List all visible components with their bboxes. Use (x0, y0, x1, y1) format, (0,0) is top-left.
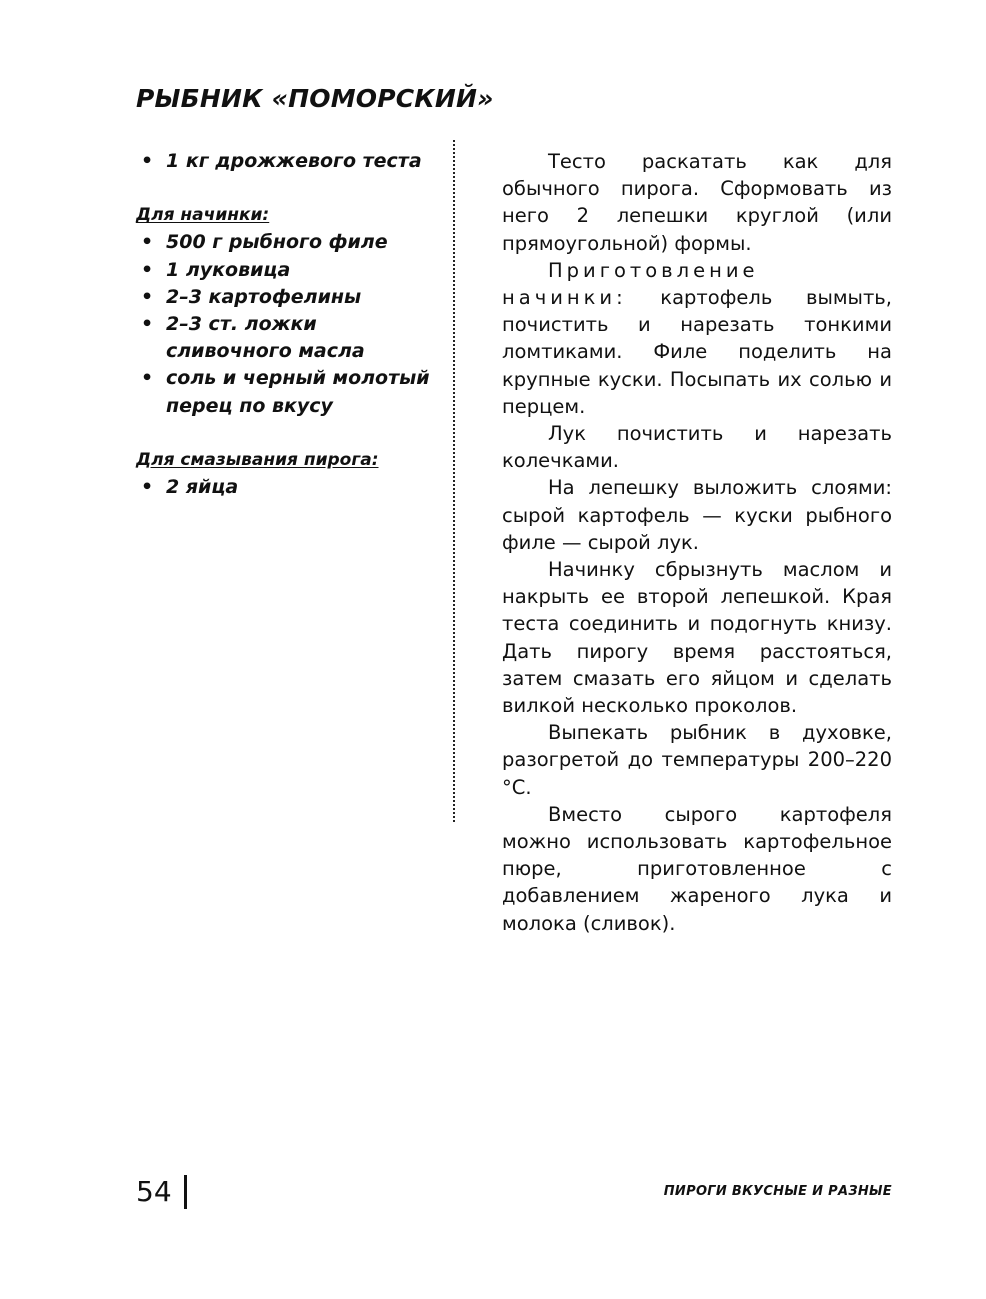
instruction-paragraph: Лук почистить и нарезать колечками. (502, 422, 892, 473)
ingredient-item: • соль и черный молотый перец по вкусу (141, 367, 430, 417)
instruction-paragraph: Тесто раскатать как для обычного пирога. Сформовать из него 2 лепешки круглой (или прямоугольной) формы. (502, 150, 892, 255)
bullet-icon: • (141, 313, 154, 336)
instruction-paragraph: Приготовление начинки: картофель вымыть, почистить и нарезать тонкими ломтиками. Филе поделить на крупные куски. Посыпать их солью и перцем. (502, 258, 892, 418)
instructions-column (502, 148, 892, 937)
instruction-paragraph: На лепешку выложить слоями: сырой картофель — куски рыбного филе — сырой лук. (502, 476, 892, 554)
page-number: 54 (136, 1175, 172, 1208)
ingredient-list-base (136, 148, 436, 175)
page-number-bar (184, 1175, 187, 1209)
ingredient-list-glaze (136, 474, 436, 501)
ingredients-column (136, 148, 436, 501)
ingredient-item: • 1 луковица (136, 257, 436, 284)
instruction-lead: Приготовление начинки: (502, 258, 759, 310)
bullet-icon: • (141, 476, 154, 499)
bullet-icon: • (141, 367, 154, 390)
ingredient-item: • 2–3 ст. ложки сливочного масла (141, 313, 365, 363)
bullet-icon: • (141, 231, 154, 254)
filling-heading: Для начинки: (136, 205, 270, 226)
ingredient-item: • 2 яйца (136, 474, 436, 501)
glaze-heading: Для смазывания пирога: (136, 449, 379, 470)
instruction-paragraph: Начинку сбрызнуть маслом и накрыть ее второй лепешкой. Края теста соединить и подогнуть книзу. Дать пирогу время расстояться, затем смазать его яйцом и сделать вилкой несколько проколов. (502, 558, 892, 718)
page-number-block (136, 1172, 187, 1212)
bullet-icon: • (141, 258, 154, 281)
ingredient-item: • 500 г рыбного филе (136, 229, 436, 256)
ingredient-list-filling (136, 229, 436, 419)
instruction-paragraph: Выпекать рыбник в духовке, разогретой до температуры 200–220 °С. (502, 721, 892, 799)
column-divider (453, 140, 455, 822)
ingredient-item: • 2–3 картофелины (136, 284, 436, 311)
instruction-paragraph: Вместо сырого картофеля можно использовать картофельное пюре, приготовленное с добавлением жареного лука и молока (сливок). (502, 802, 892, 935)
ingredient-item: • 1 кг дрожжевого теста (136, 148, 436, 175)
recipe-title: РЫБНИК «ПОМОРСКИЙ» (136, 84, 494, 113)
bullet-icon: • (141, 150, 154, 172)
running-footer-section-title: ПИРОГИ ВКУСНЫЕ И РАЗНЫЕ (663, 1184, 892, 1199)
bullet-icon: • (141, 285, 154, 308)
